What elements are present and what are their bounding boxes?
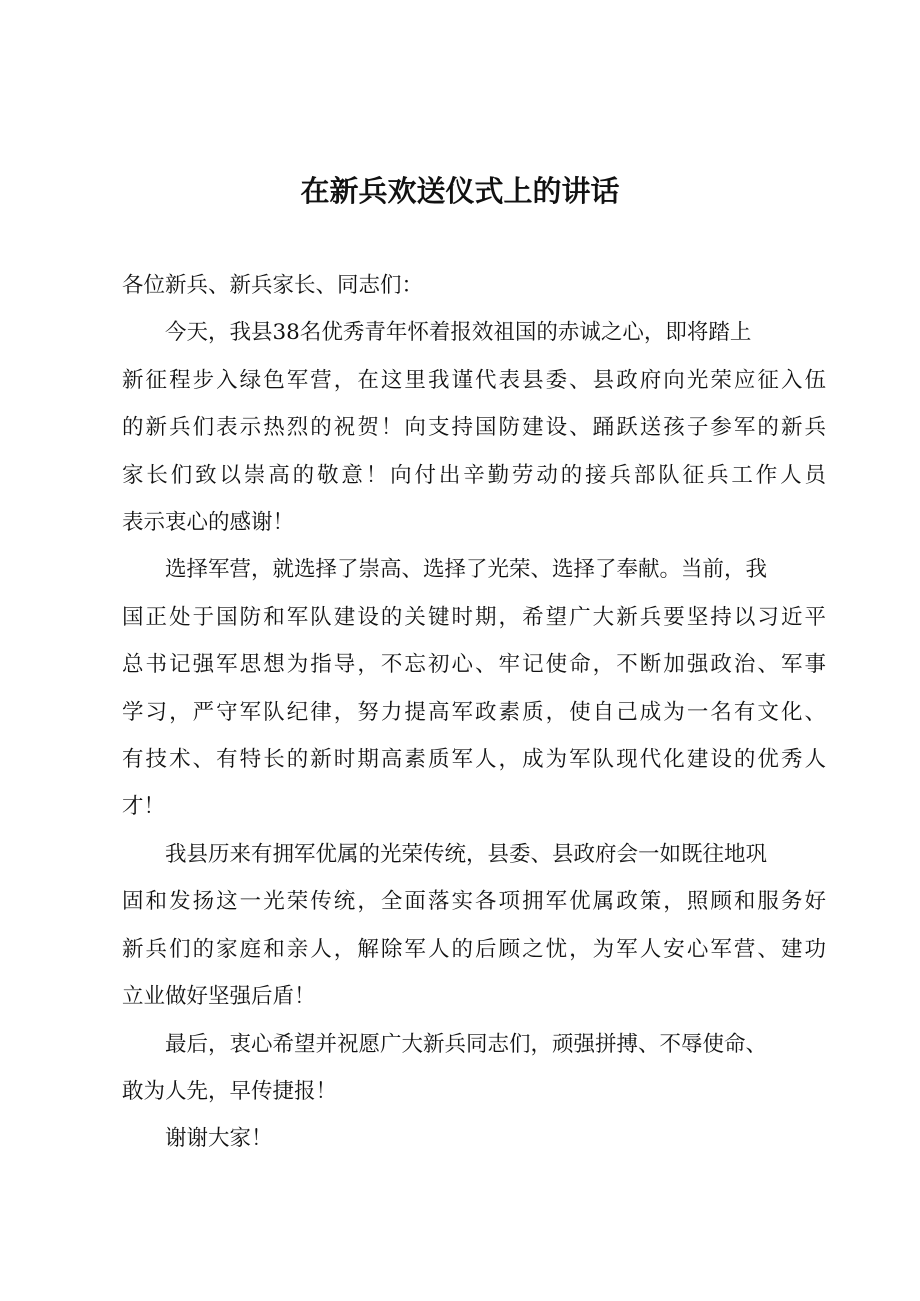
salutation: 各位新兵、新兵家长、同志们： — [122, 273, 424, 298]
paragraph-line: 敢为人先，早传捷报！ — [122, 1078, 338, 1104]
paragraph-line: 学习，严守军队纪律，努力提高军政素质，使自己成为一名有文化、 — [122, 699, 826, 725]
paragraph-line: 有技术、有特长的新时期高素质军人，成为军队现代化建设的优秀人 — [122, 747, 826, 773]
paragraph-line: 谢谢大家！ — [165, 1126, 273, 1152]
paragraph-line: 国正处于国防和军队建设的关键时期，希望广大新兵要坚持以习近平 — [122, 604, 826, 630]
paragraph-line: 新征程步入绿色军营，在这里我谨代表县委、县政府向光荣应征入伍 — [122, 367, 826, 393]
paragraph-line: 表示衷心的感谢！ — [122, 510, 295, 536]
paragraph-line: 立业做好坚强后盾！ — [122, 984, 316, 1010]
paragraph-line: 的新兵们表示热烈的祝贺！向支持国防建设、踊跃送孩子参军的新兵 — [122, 415, 826, 441]
paragraph-line: 总书记强军思想为指导，不忘初心、牢记使命，不断加强政治、军事 — [122, 652, 826, 678]
paragraph-line: 新兵们的家庭和亲人，解除军人的后顾之忧，为军人安心军营、建功 — [122, 936, 826, 962]
paragraph-line: 家长们致以崇高的敬意！向付出辛勤劳动的接兵部队征兵工作人员 — [122, 462, 826, 488]
paragraph-line: 今天，我县38名优秀青年怀着报效祖国的赤诚之心，即将踏上 — [165, 320, 752, 346]
paragraph-line: 固和发扬这一光荣传统，全面落实各项拥军优属政策，照顾和服务好 — [122, 889, 826, 915]
paragraph-line: 最后，衷心希望并祝愿广大新兵同志们，顽强拼搏、不辱使命、 — [165, 1031, 768, 1057]
paragraph-line: 我县历来有拥军优属的光荣传统，县委、县政府会一如既往地巩 — [165, 841, 768, 867]
document-title: 在新兵欢送仪式上的讲话 — [300, 174, 620, 208]
document-body — [122, 262, 826, 1163]
paragraph-4 — [122, 1021, 826, 1116]
paragraph-3 — [122, 831, 826, 1021]
paragraph-5 — [122, 1115, 826, 1162]
paragraph-1 — [122, 309, 826, 546]
paragraph-line: 选择军营，就选择了崇高、选择了光荣、选择了奉献。当前，我 — [165, 557, 768, 583]
paragraph-2 — [122, 546, 826, 830]
paragraph-line: 才！ — [122, 794, 166, 820]
